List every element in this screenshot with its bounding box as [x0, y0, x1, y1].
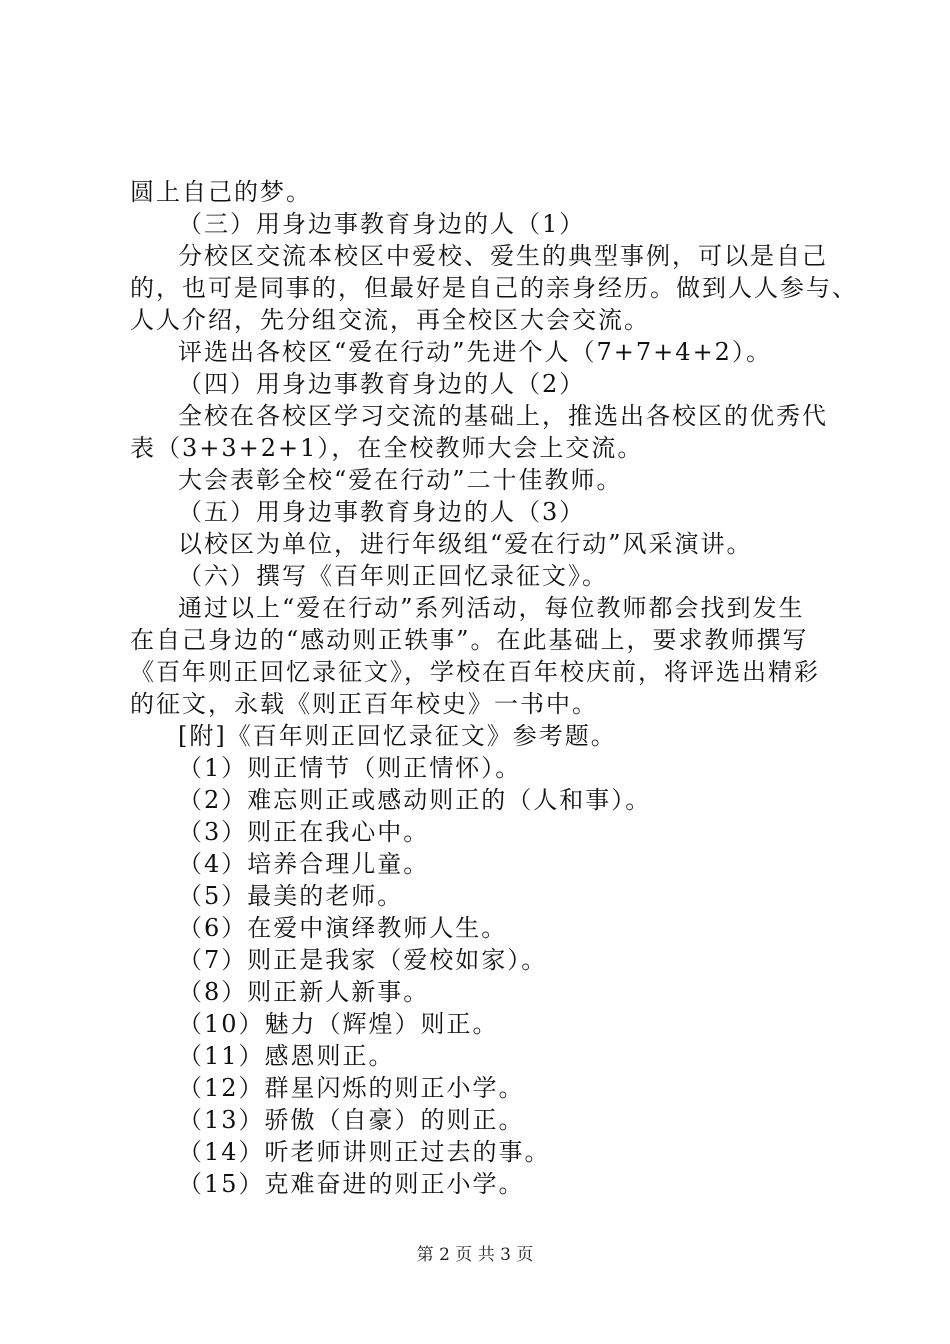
body-line: 以校区为单位，进行年级组“爱在行动”风采演讲。	[178, 530, 753, 558]
list-item: （13）骄傲（自豪）的则正。	[178, 1106, 525, 1134]
body-line: 的，也可是同事的，但最好是自己的亲身经历。做到人人参与、	[130, 274, 858, 302]
body-line: 分校区交流本校区中爱校、爱生的典型事例，可以是自己	[178, 242, 828, 270]
body-line: 通过以上“爱在行动”系列活动，每位教师都会找到发生	[178, 594, 805, 622]
section-heading: （五）用身边事教育身边的人（3）	[178, 498, 586, 526]
appendix-heading: [附]《百年则正回忆录征文》参考题。	[178, 722, 617, 750]
list-item: （14）听老师讲则正过去的事。	[178, 1138, 551, 1166]
list-item: （15）克难奋进的则正小学。	[178, 1170, 525, 1198]
list-item: （2）难忘则正或感动则正的（人和事）。	[178, 786, 652, 814]
page-number-footer: 第 2 页 共 3 页	[416, 1245, 534, 1265]
list-item: （12）群星闪烁的则正小学。	[178, 1074, 525, 1102]
list-item: （11）感恩则正。	[178, 1042, 395, 1070]
list-item: （1）则正情节（则正情怀）。	[178, 754, 522, 782]
list-item: （5）最美的老师。	[178, 882, 404, 910]
list-item: （4）培养合理儿童。	[178, 850, 430, 878]
body-line: 全校在各校区学习交流的基础上，推选出各校区的优秀代	[178, 402, 828, 430]
body-line: 评选出各校区“爱在行动”先进个人（7+7+4+2）。	[178, 338, 772, 366]
body-line: 《百年则正回忆录征文》，学校在百年校庆前，将评选出精彩	[130, 658, 820, 686]
list-item: （8）则正新人新事。	[178, 978, 430, 1006]
section-heading: （六）撰写《百年则正回忆录征文》。	[178, 562, 608, 590]
body-line: 的征文，永载《则正百年校史》一书中。	[130, 690, 598, 718]
list-item: （6）在爱中演绎教师人生。	[178, 914, 508, 942]
body-line: 人人介绍，先分组交流，再全校区大会交流。	[130, 306, 650, 334]
list-item: （3）则正在我心中。	[178, 818, 430, 846]
body-line: 圆上自己的梦。	[130, 178, 312, 206]
body-line: 表（3+3+2+1），在全校教师大会上交流。	[130, 434, 644, 462]
list-item: （10）魅力（辉煌）则正。	[178, 1010, 499, 1038]
body-line: 大会表彰全校“爱在行动”二十佳教师。	[178, 466, 623, 494]
section-heading: （三）用身边事教育身边的人（1）	[178, 210, 586, 238]
list-item: （7）则正是我家（爱校如家）。	[178, 946, 548, 974]
body-line: 在自己身边的“感动则正轶事”。在此基础上，要求教师撰写	[130, 626, 809, 654]
section-heading: （四）用身边事教育身边的人（2）	[178, 370, 586, 398]
